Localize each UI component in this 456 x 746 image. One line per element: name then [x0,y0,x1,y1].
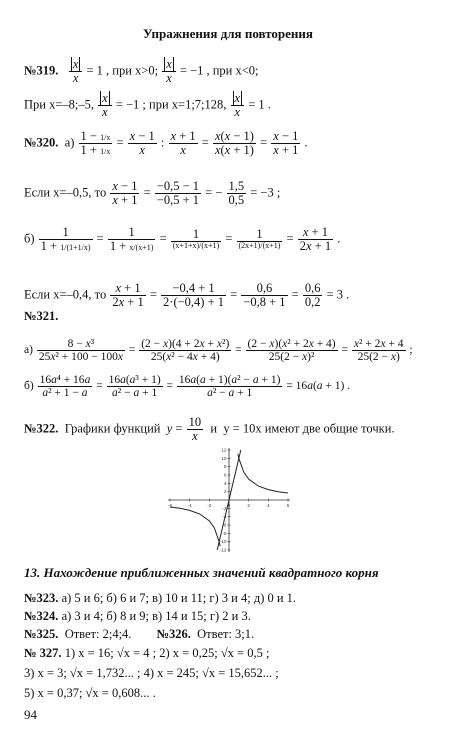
exercise-321-title: №321. [24,309,59,323]
x-tick-label: 0 [227,503,231,508]
exercise-324: №324. а) 3 и 4; б) 8 и 9; в) 14 и 15; г) 2 и 3. [24,609,251,623]
y-tick-label: -4 [222,514,227,520]
series-line [238,454,288,493]
x-tick-label: -4 [187,503,192,508]
exercise-325-326: №325. Ответ: 2;4;4. №326. Ответ: 3;1. [24,627,255,641]
exercise-327: № 327. 1) x = 16; √x = 4 ; 2) x = 0,25; √x = 0,5 ; [24,646,270,660]
exercise-322: №322. Графики функций y = $\frac{10}{x}$ и y = 10x имеют две общие точки. [24,415,395,444]
exercise-323: №323. а) 5 и 6; б) 6 и 7; в) 10 и 11; г) 3 и 4; д) 0 и 1. [24,591,297,605]
exercise-319-line2: При x=–8;–5, $\frac{x}{x}$ = −1 ; при x=1;7;128, $\frac{x}{x}$ = 1 . [24,91,271,120]
exercise-320b: б) $\frac{1}{1 + 1/(1+1/x)}$ = $\frac{1}{1 + x/(x+1)}$ = $\frac{1}{(x+1+x)/(x+1)}$ = $\frac{1}{(2x+1)/(x+1)}$ = $\frac{x + 1}{2x + 1}$ . [24,225,341,254]
exercise-321b: б) $\frac{\text{16a⁴ + 16a}}{\text{a² + 1 − a}}$ = $\frac{\text{16a(a³ + 1)}}{\text{a² − a + 1}}$ = $\frac{\text{16a(a + 1)(a² − a + 1)}}{\text{a² − a + 1}}$ = 16a(a + 1) . [24,374,351,400]
exercise-number: №319. [24,63,59,78]
exercise-320a: №320. а) $\frac{1 - 1/x}{1 + 1/x}$ = $\frac{x - 1}{x}$ : $\frac{x + 1}{x}$ = $\frac{x(x - 1)}{x(x + 1)}$ = $\frac{x - 1}{x + 1}$ . [24,129,308,158]
x-tick-label: 2 [247,503,250,508]
y-tick-label: -10 [219,539,227,545]
exercise-327-line2: 3) x = 3; √x = 1,732... ; 4) x = 245; √x = 15,652... ; [24,666,279,680]
exercise-320a-check: Если x=–0,5, то $\frac{x - 1}{x + 1}$ = $\frac{-0,5 - 1}{-0,5 + 1}$ = − $\frac{1,5}{0,5}$ = −3 ; [24,179,281,208]
y-tick-label: 2 [223,489,227,495]
x-tick-label: 6 [286,503,290,508]
exercise-327-line3: 5) x = 0,37; √x = 0,608... . [24,686,156,700]
y-tick-label: 6 [223,472,227,478]
y-tick-label: -2 [222,505,227,511]
x-tick-label: -2 [207,503,212,508]
y-tick-label: -6 [222,522,227,528]
y-tick-label: 4 [223,480,227,486]
y-tick-label: -8 [222,530,227,536]
y-tick-label: 12 [221,447,227,453]
page-number: 94 [24,707,37,722]
exercise-320b-check: Если x=–0,4, то $\frac{x + 1}{2x + 1}$ = $\frac{-0,4 + 1}{2\cdot(-0,4) + 1}$ = $\frac{0,6}{-0,8 + 1}$ = $\frac{0,6}{0,2}$ = 3 . [24,281,350,310]
exercise-319: №319. $\frac{x}{x}$ = 1 , при x>0; $\frac{x}{x}$ = −1 , при x<0; [24,57,259,86]
section-heading: 13. Нахождение приближенных значений квадратного корня [24,565,379,580]
y-tick-label: 8 [223,464,227,470]
x-tick-label: -6 [167,503,173,508]
series-line [170,507,220,546]
exercise-321a: а) $\frac{\text{8 − x³}}{\text{25x² + 100 − 100x}}$ = $\frac{\text{(2 − x)(4 + 2x + x²)}}{\text{25(x² − 4x + 4)}}$ = $\frac{\text{(2 − x)(x² + 2x + 4)}}{\text{25(2 − x)²}}$ = $\frac{\text{x² + 2x + 4}}{25(2 - x)}$ ; [24,338,413,364]
y-tick-label: 10 [221,455,227,461]
function-graph [166,446,292,554]
page-title: Упражнения для повторения [143,26,313,41]
x-tick-label: 4 [267,503,270,508]
y-tick-label: -12 [219,547,227,553]
